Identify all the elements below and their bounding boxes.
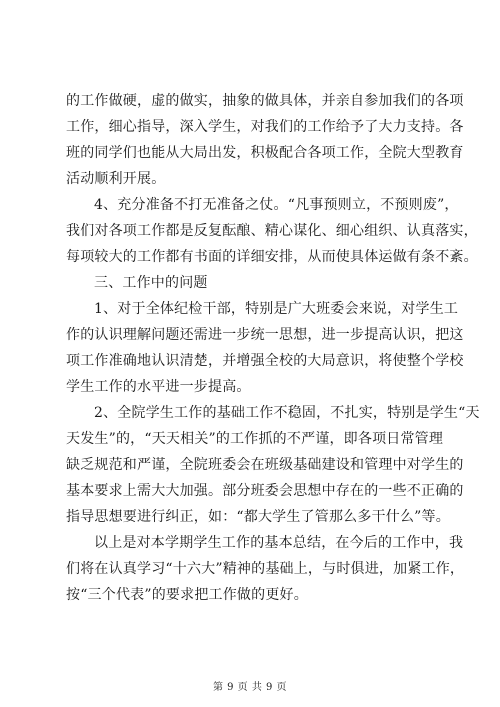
text-line: 作的认识理解问题还需进一步统一思想，进一步提高认识，把这 — [66, 327, 464, 343]
text-line: 我们对各项工作都是反复酝酿、精心谋化、细心组织、认真落实， — [66, 223, 478, 239]
text-line: 们将在认真学习“十六大”精神的基础上，与时俱进，加紧工作， — [66, 561, 465, 577]
text-line: 指导思想要进行纠正，如：“都大学生了管那么多干什么”等。 — [66, 509, 450, 525]
text-line: 项工作准确地认识清楚，并增强全校的大局意识，将使整个学校 — [66, 353, 464, 369]
text-line: 基本要求上需大大加强。部分班委会思想中存在的一些不正确的 — [66, 483, 464, 499]
text-line: 的工作做硬，虚的做实，抽象的做具体，并亲自参加我们的各项 — [66, 93, 464, 109]
text-line: 每项较大的工作都有书面的详细安排，从而使具体运做有条不紊。 — [66, 249, 478, 265]
paragraph-problem-2 — [66, 400, 480, 530]
page-number-footer: 第 9 页 共 9 页 — [212, 682, 288, 693]
text-line: 活动顺利开展。 — [66, 171, 166, 187]
text-line: 按“三个代表”的要求把工作做的更好。 — [66, 587, 308, 603]
text-line: 以上是对本学期学生工作的基本总结，在今后的工作中，我 — [94, 535, 464, 551]
paragraph-point-4 — [66, 192, 478, 270]
paragraph-work-support — [66, 88, 464, 192]
text-line: 2、全院学生工作的基础工作不稳固，不扎实，特别是学生“天 — [94, 405, 480, 421]
text-line: 工作，细心指导，深入学生，对我们的工作给予了大力支持。各 — [66, 119, 464, 135]
text-line: 4、充分准备不打无准备之仗。“凡事预则立，不预则废”， — [94, 197, 459, 213]
paragraph-conclusion — [66, 530, 465, 608]
text-line: 缺乏规范和严谨，全院班委会在班级基础建设和管理中对学生的 — [66, 457, 464, 473]
text-line: 班的同学们也能从大局出发，积极配合各项工作，全院大型教育 — [66, 145, 464, 161]
text-line: 天发生”的，“天天相关”的工作抓的不严谨，即各项日常管理 — [66, 431, 444, 447]
section-heading-text: 三、工作中的问题 — [94, 275, 208, 291]
text-line: 1、对于全体纪检干部，特别是广大班委会来说，对学生工 — [94, 301, 459, 317]
document-body — [66, 88, 480, 608]
section-heading-problems — [66, 270, 438, 296]
text-line: 学生工作的水平进一步提高。 — [66, 379, 251, 395]
paragraph-problem-1 — [66, 296, 464, 400]
